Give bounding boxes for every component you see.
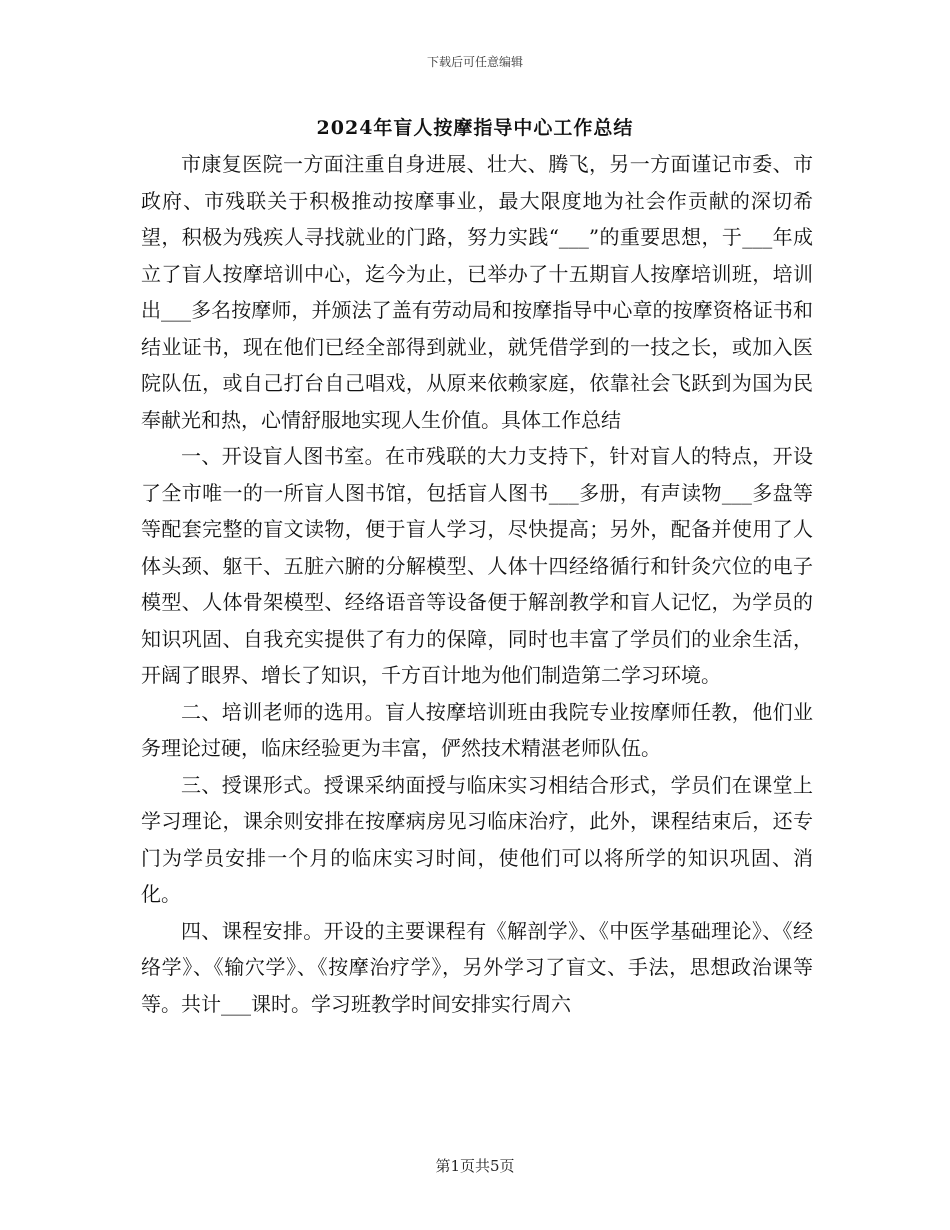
- page-number: 第1页共5页: [435, 1157, 515, 1175]
- page-header-note: 下载后可任意编辑: [426, 55, 523, 69]
- paragraph-intro: 市康复医院一方面注重自身进展、壮大、腾飞，另一方面谨记市委、市政府、市残联关于积极推动按摩事业，最大限度地为社会作贡献的深切希望，积极为残疾人寻找就业的门路，努力实践“___”的重要思想，于___年成立了盲人按摩培训中心，迄今为止，已举办了十五期盲人按摩培训班，培训出___多名按摩师，并颁法了盖有劳动局和按摩指导中心章的按摩资格证书和结业证书，现在他们已经全部得到就业，就凭借学到的一技之长，或加入医院队伍，或自己打台自己唱戏，从原来依赖家庭，依靠社会飞跃到为国为民奉献光和热，心情舒服地实现人生价值。具体工作总结: [141, 152, 813, 432]
- paragraph-section-3: 三、授课形式。授课采纳面授与临床实习相结合形式，学员们在课堂上学习理论，课余则安排在按摩病房见习临床治疗，此外，课程结束后，还专门为学员安排一个月的临床实习时间，使他们可以将所学的知识巩固、消化。: [141, 772, 813, 906]
- document-body: [141, 146, 813, 1022]
- paragraph-section-2: 二、培训老师的选用。盲人按摩培训班由我院专业按摩师任教，他们业务理论过硬，临床经验更为丰富，俨然技术精湛老师队伍。: [141, 699, 813, 760]
- paragraph-section-4: 四、课程安排。开设的主要课程有《解剖学》、《中医学基础理论》、《经络学》、《输穴学》、《按摩治疗学》，另外学习了盲文、手法，思想政治课等等。共计___课时。学习班教学时间安排实行周六: [141, 918, 813, 1016]
- document-title: 2024年盲人按摩指导中心工作总结: [316, 117, 634, 139]
- paragraph-section-1: 一、开设盲人图书室。在市残联的大力支持下，针对盲人的特点，开设了全市唯一的一所盲人图书馆，包括盲人图书___多册，有声读物___多盘等等配套完整的盲文读物，便于盲人学习，尽快提高；另外，配备并使用了人体头颈、躯干、五脏六腑的分解模型、人体十四经络循行和针灸穴位的电子模型、人体骨架模型、经络语音等设备便于解剖教学和盲人记忆，为学员的知识巩固、自我充实提供了有力的保障，同时也丰富了学员们的业余生活，开阔了眼界、增长了知识，千方百计地为他们制造第二学习环境。: [141, 444, 813, 687]
